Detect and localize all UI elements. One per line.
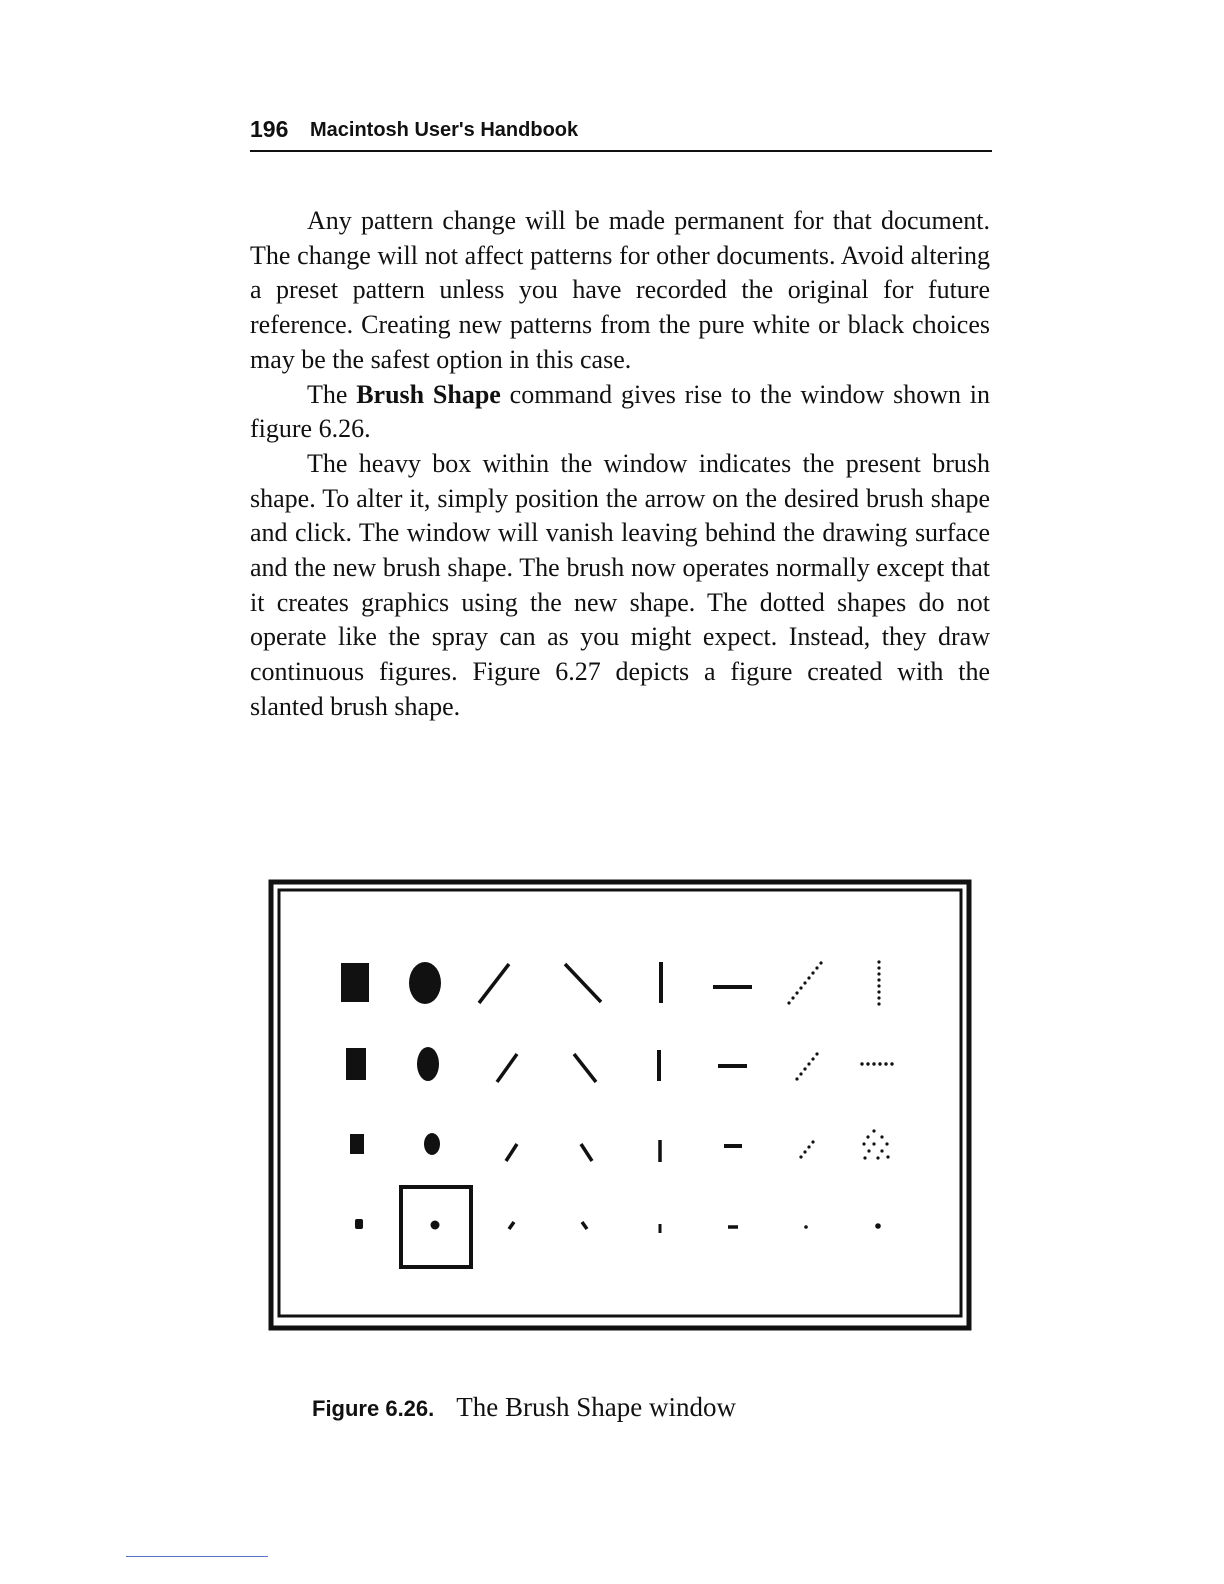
running-title: Macintosh User's Handbook [310,119,579,141]
brush-circle-medium[interactable] [417,1047,439,1081]
brush-square-medium[interactable] [346,1048,366,1080]
brush-dot-tiny[interactable] [804,1225,808,1229]
page-header [250,116,992,152]
page-number: 196 [250,116,289,142]
window-outer-frame [271,882,969,1328]
paragraph-3: The heavy box within the window indicates the present brush shape. To alter it, simply position the arrow on the desired brush shape and click. The window will vanish leaving behind the drawing surface and the new brush shape. The brush now operates normally except that it creates graphics using the new shape. The dotted shapes do not operate like the spray can as you might expect. Instead, they draw continuous figures. Figure 6.27 depicts a figure created with the slanted brush shape. [250,448,990,721]
brush-circle-tiny[interactable] [431,1221,440,1230]
body-text [250,204,990,725]
brush-circle-large[interactable] [409,962,441,1004]
paragraph-2-before: The [307,379,357,409]
brush-dot-pattern-tiny[interactable] [875,1223,881,1229]
paragraph-1: Any pattern change will be made permanent for that document. The change will not affect patterns for other documents. Avoid altering a preset pattern unless you have recorded the original for future reference. Creating new patterns from the pure white or black choices may be the safest option in this case. [250,206,990,374]
brush-square-large[interactable] [341,963,369,1002]
brush-square-small[interactable] [350,1134,364,1154]
figure-caption-text: The Brush Shape window [456,1392,736,1422]
figure-caption [312,1392,736,1423]
brush-shape-window [268,878,974,1334]
paragraph-2-after: command gives rise to the window shown in figure 6.26. [250,379,991,444]
paragraph-2 [250,378,990,447]
footer-rule [126,1556,268,1557]
brush-square-tiny[interactable] [355,1219,363,1229]
brush-circle-small[interactable] [424,1133,440,1155]
brush-shape-command: Brush Shape [356,379,501,409]
brush-shape-window-figure [268,878,974,1334]
figure-label: Figure 6.26. [312,1396,435,1421]
